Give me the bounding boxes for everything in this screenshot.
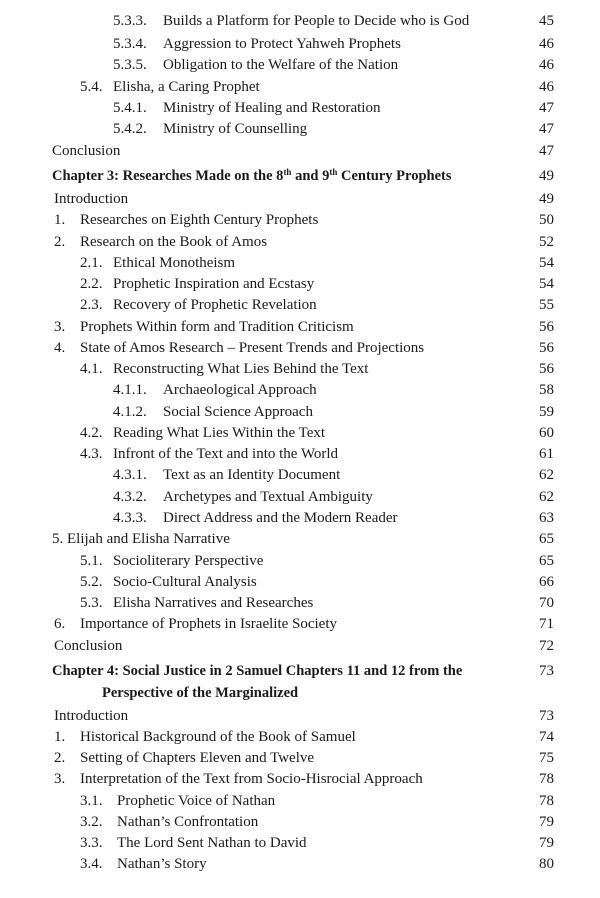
entry-title: 5. Elijah and Elisha Narrative: [52, 531, 230, 547]
entry-page: 56: [539, 319, 554, 335]
entry-page: 60: [539, 425, 554, 441]
entry-number: 4.1.1.: [113, 382, 147, 398]
entry-number: 5.3.4.: [113, 36, 147, 52]
entry-page: 74: [539, 729, 554, 745]
entry-page: 72: [539, 638, 554, 654]
entry-page: 62: [539, 467, 554, 483]
entry-page: 79: [539, 835, 554, 851]
entry-page: 56: [539, 340, 554, 356]
entry-number: 4.3.1.: [113, 467, 147, 483]
entry-title: Socio-Cultural Analysis: [113, 574, 257, 590]
entry-number: 2.: [54, 750, 66, 766]
entry-title: Ministry of Healing and Restoration: [163, 100, 381, 116]
entry-page: 78: [539, 793, 554, 809]
entry-title: Historical Background of the Book of Samuel: [80, 729, 356, 745]
entry-title: Direct Address and the Modern Reader: [163, 510, 398, 526]
entry-number: 4.3.3.: [113, 510, 147, 526]
entry-number: 5.4.2.: [113, 121, 147, 137]
entry-title: Recovery of Prophetic Revelation: [113, 297, 317, 313]
entry-title: Interpretation of the Text from Socio-Hisrocial Approach: [80, 771, 423, 787]
entry-title: Archetypes and Textual Ambiguity: [163, 489, 373, 505]
entry-page: 70: [539, 595, 554, 611]
entry-page: 54: [539, 276, 554, 292]
entry-page: 65: [539, 553, 554, 569]
entry-page: 46: [539, 79, 554, 95]
entry-title: Prophetic Inspiration and Ecstasy: [113, 276, 315, 292]
entry-page: 79: [539, 814, 554, 830]
entry-title: Elisha Narratives and Researches: [113, 595, 314, 611]
entry-number: 5.4.: [80, 79, 103, 95]
entry-page: 47: [539, 100, 554, 116]
entry-title: Research on the Book of Amos: [80, 234, 268, 250]
entry-page: 46: [539, 36, 554, 52]
entry-title: State of Amos Research – Present Trends and Projections: [80, 340, 425, 356]
entry-number: 2.: [54, 234, 66, 250]
chapter-title: Chapter 4: Social Justice in 2 Samuel Chapters 11 and 12 from the: [52, 663, 463, 679]
entry-title: Aggression to Protect Yahweh Prophets: [163, 36, 401, 52]
entry-title: The Lord Sent Nathan to David: [117, 835, 307, 851]
entry-title: Introduction: [54, 191, 129, 207]
entry-page: 63: [539, 510, 554, 526]
entry-title: Reading What Lies Within the Text: [113, 425, 326, 441]
chapter-title: Chapter 3: Researches Made on the 8th and 9th Century Prophets: [52, 167, 452, 184]
entry-title: Prophets Within form and Tradition Criticism: [80, 319, 354, 335]
entry-title: Obligation to the Welfare of the Nation: [163, 57, 399, 73]
entry-page: 58: [539, 382, 554, 398]
entry-title: Prophetic Voice of Nathan: [117, 793, 276, 809]
entry-number: 5.3.: [80, 595, 103, 611]
entry-page: 45: [539, 13, 554, 29]
entry-page: 47: [539, 143, 554, 159]
entry-page: 59: [539, 404, 554, 420]
entry-number: 5.4.1.: [113, 100, 147, 116]
entry-page: 62: [539, 489, 554, 505]
entry-number: 4.1.: [80, 361, 103, 377]
entry-number: 4.3.: [80, 446, 103, 462]
entry-title: Elisha, a Caring Prophet: [113, 79, 260, 95]
entry-title: Nathan’s Story: [117, 856, 207, 872]
entry-number: 5.1.: [80, 553, 103, 569]
entry-number: 5.3.5.: [113, 57, 147, 73]
entry-page: 46: [539, 57, 554, 73]
entry-number: 1.: [54, 212, 66, 228]
entry-number: 4.2.: [80, 425, 103, 441]
entry-page: 71: [539, 616, 554, 632]
entry-number: 3.4.: [80, 856, 103, 872]
entry-page: 55: [539, 297, 554, 313]
entry-number: 3.3.: [80, 835, 103, 851]
entry-number: 1.: [54, 729, 66, 745]
entry-number: 4.: [54, 340, 66, 356]
entry-page: 56: [539, 361, 554, 377]
entry-title: Text as an Identity Document: [163, 467, 341, 483]
entry-page: 78: [539, 771, 554, 787]
entry-page: 80: [539, 856, 554, 872]
entry-page: 73: [539, 708, 554, 724]
entry-number: 2.3.: [80, 297, 103, 313]
chapter-title: Perspective of the Marginalized: [102, 685, 299, 701]
entry-title: Reconstructing What Lies Behind the Text: [113, 361, 369, 377]
entry-page: 65: [539, 531, 554, 547]
entry-title: Conclusion: [52, 143, 121, 159]
entry-title: Socioliterary Perspective: [113, 553, 264, 569]
entry-title: Archaeological Approach: [163, 382, 317, 398]
entry-page: 49: [539, 168, 554, 184]
entry-title: Setting of Chapters Eleven and Twelve: [80, 750, 315, 766]
entry-page: 75: [539, 750, 554, 766]
entry-title: Ministry of Counselling: [163, 121, 308, 137]
entry-page: 61: [539, 446, 554, 462]
entry-title: Researches on Eighth Century Prophets: [80, 212, 319, 228]
entry-number: 5.3.3.: [113, 13, 147, 29]
entry-number: 3.: [54, 771, 66, 787]
entry-number: 4.3.2.: [113, 489, 147, 505]
entry-number: 3.1.: [80, 793, 103, 809]
entry-page: 49: [539, 191, 554, 207]
entry-title: Nathan’s Confrontation: [117, 814, 259, 830]
entry-number: 4.1.2.: [113, 404, 147, 420]
entry-number: 5.2.: [80, 574, 103, 590]
entry-page: 73: [539, 663, 554, 679]
entry-number: 3.2.: [80, 814, 103, 830]
entry-page: 66: [539, 574, 554, 590]
entry-title: Infront of the Text and into the World: [113, 446, 339, 462]
entry-title: Importance of Prophets in Israelite Society: [80, 616, 338, 632]
entry-page: 52: [539, 234, 554, 250]
entry-title: Conclusion: [54, 638, 123, 654]
entry-page: 47: [539, 121, 554, 137]
entry-number: 3.: [54, 319, 66, 335]
entry-page: 50: [539, 212, 554, 228]
entry-number: 2.2.: [80, 276, 103, 292]
entry-title: Social Science Approach: [163, 404, 313, 420]
entry-title: Introduction: [54, 708, 129, 724]
entry-page: 54: [539, 255, 554, 271]
entry-number: 2.1.: [80, 255, 103, 271]
entry-title: Builds a Platform for People to Decide who is God: [163, 13, 470, 29]
entry-title: Ethical Monotheism: [113, 255, 236, 271]
entry-number: 6.: [54, 616, 66, 632]
